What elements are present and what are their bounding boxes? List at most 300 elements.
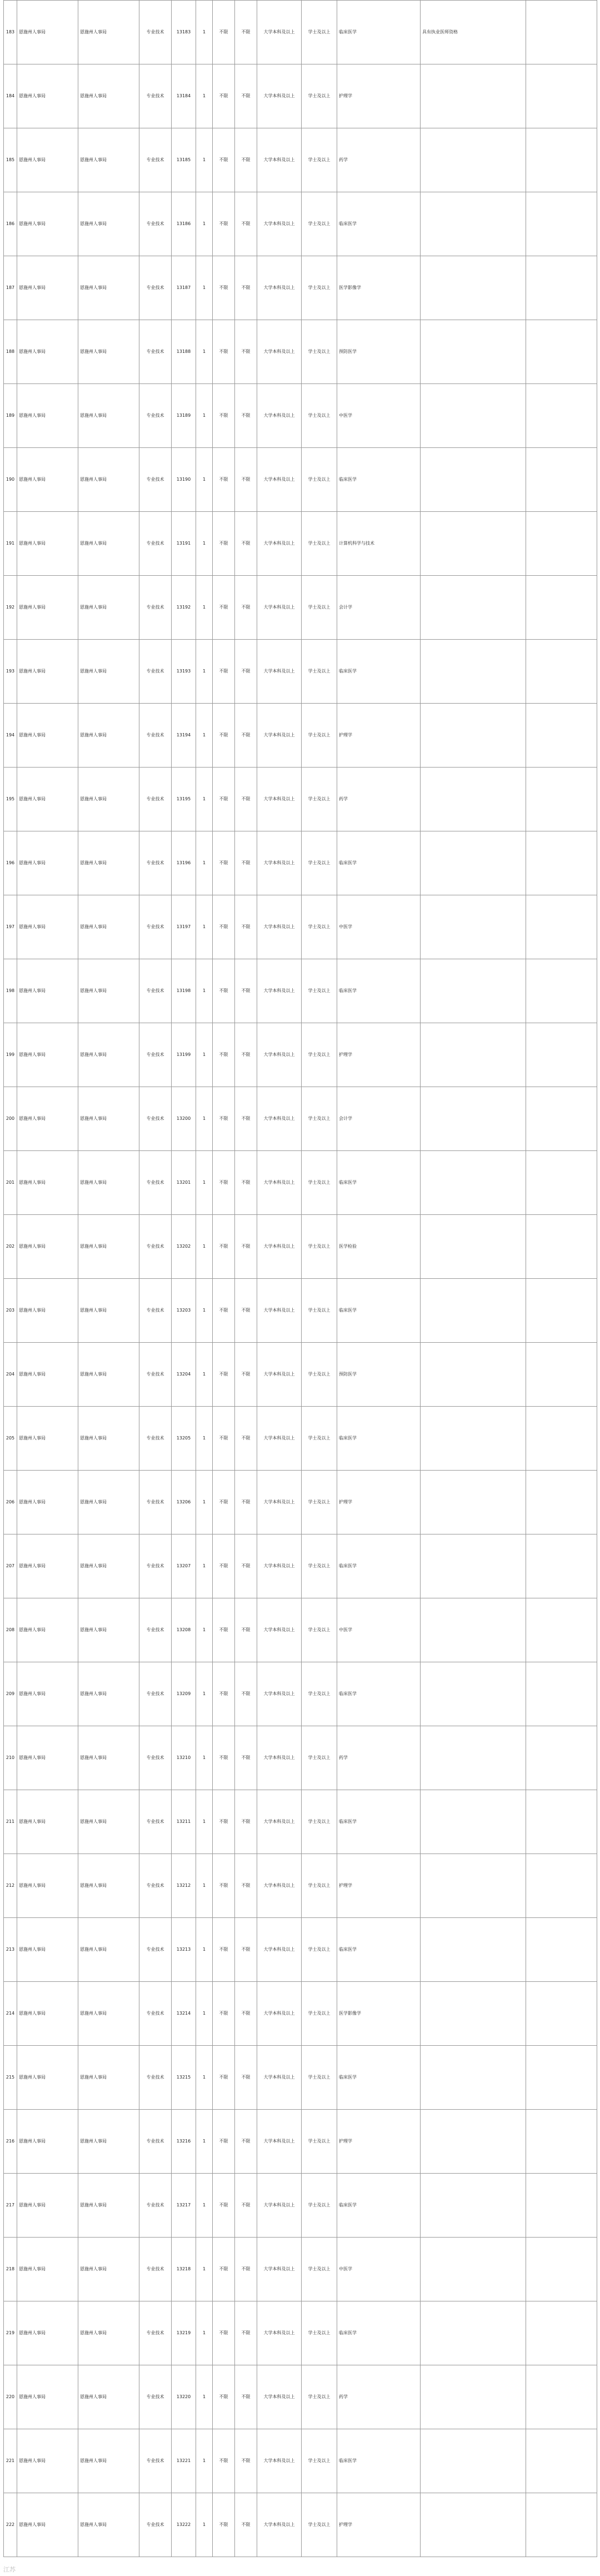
table-cell-other (421, 1790, 526, 1854)
table-row (4, 1279, 597, 1343)
table-cell-note (526, 1726, 597, 1790)
table-cell-edu: 大学本科及以上 (257, 2429, 302, 2493)
table-cell-dept: 恩施州人事局 (17, 1407, 78, 1471)
table-cell-no: 208 (4, 1598, 17, 1662)
table-row (4, 768, 597, 831)
table-cell-req2: 不限 (235, 64, 257, 128)
table-cell-degree: 学士及以上 (302, 256, 337, 320)
table-cell-degree: 学士及以上 (302, 1151, 337, 1215)
table-cell-unit: 恩施州人事局 (78, 2301, 139, 2365)
table-cell-req1: 不限 (213, 1982, 235, 2046)
table-cell-no: 204 (4, 1343, 17, 1407)
table-cell-major: 临床医学 (337, 1790, 421, 1854)
table-cell-major: 临床医学 (337, 640, 421, 704)
table-cell-post: 专业技术 (139, 1407, 172, 1471)
table-cell-count: 1 (196, 1854, 213, 1918)
table-cell-no: 188 (4, 320, 17, 384)
table-cell-req2: 不限 (235, 1726, 257, 1790)
table-cell-degree: 学士及以上 (302, 2301, 337, 2365)
table-cell-other (421, 128, 526, 192)
table-cell-degree: 学士及以上 (302, 1854, 337, 1918)
table-cell-note (526, 2238, 597, 2301)
table-cell-unit: 恩施州人事局 (78, 1151, 139, 1215)
table-cell-post: 专业技术 (139, 384, 172, 448)
table-cell-count: 1 (196, 1087, 213, 1151)
table-cell-degree: 学士及以上 (302, 640, 337, 704)
table-row (4, 1471, 597, 1534)
table-cell-other (421, 64, 526, 128)
table-cell-other (421, 1087, 526, 1151)
table-cell-code: 13188 (172, 320, 196, 384)
table-cell-note (526, 128, 597, 192)
table-cell-other (421, 1407, 526, 1471)
table-cell-unit: 恩施州人事局 (78, 1215, 139, 1279)
table-cell-other (421, 1471, 526, 1534)
table-cell-unit: 恩施州人事局 (78, 512, 139, 576)
table-cell-note (526, 320, 597, 384)
table-cell-count: 1 (196, 1918, 213, 1982)
table-cell-count: 1 (196, 1726, 213, 1790)
table-cell-req1: 不限 (213, 64, 235, 128)
table-row (4, 2110, 597, 2174)
table-cell-post: 专业技术 (139, 1534, 172, 1598)
table-cell-req2: 不限 (235, 576, 257, 640)
table-cell-count: 1 (196, 1343, 213, 1407)
table-cell-no: 183 (4, 1, 17, 64)
table-cell-major: 临床医学 (337, 2046, 421, 2110)
table-cell-other (421, 2429, 526, 2493)
table-cell-req2: 不限 (235, 448, 257, 512)
table-cell-dept: 恩施州人事局 (17, 576, 78, 640)
table-cell-dept: 恩施州人事局 (17, 1790, 78, 1854)
table-cell-other (421, 192, 526, 256)
table-cell-req1: 不限 (213, 1790, 235, 1854)
table-cell-other (421, 959, 526, 1023)
table-cell-dept: 恩施州人事局 (17, 512, 78, 576)
table-cell-degree: 学士及以上 (302, 1598, 337, 1662)
table-cell-no: 186 (4, 192, 17, 256)
table-cell-dept: 恩施州人事局 (17, 2174, 78, 2238)
table-cell-degree: 学士及以上 (302, 1407, 337, 1471)
table-row (4, 1790, 597, 1854)
table-cell-unit: 恩施州人事局 (78, 384, 139, 448)
table-cell-other (421, 1534, 526, 1598)
table-cell-code: 13192 (172, 576, 196, 640)
table-cell-no: 197 (4, 895, 17, 959)
table-cell-req2: 不限 (235, 1471, 257, 1534)
table-cell-note (526, 2493, 597, 2557)
table-cell-no: 198 (4, 959, 17, 1023)
table-cell-post: 专业技术 (139, 2238, 172, 2301)
table-cell-other (421, 256, 526, 320)
table-cell-edu: 大学本科及以上 (257, 128, 302, 192)
table-cell-major: 药学 (337, 768, 421, 831)
table-cell-count: 1 (196, 1790, 213, 1854)
table-cell-dept: 恩施州人事局 (17, 2365, 78, 2429)
table-cell-other (421, 2046, 526, 2110)
table-cell-unit: 恩施州人事局 (78, 128, 139, 192)
table-cell-degree: 学士及以上 (302, 1534, 337, 1598)
table-cell-major: 临床医学 (337, 1407, 421, 1471)
table-cell-other (421, 768, 526, 831)
table-cell-req2: 不限 (235, 2365, 257, 2429)
table-cell-code: 13199 (172, 1023, 196, 1087)
table-cell-degree: 学士及以上 (302, 2493, 337, 2557)
table-cell-code: 13194 (172, 704, 196, 768)
table-cell-unit: 恩施州人事局 (78, 959, 139, 1023)
table-cell-code: 13213 (172, 1918, 196, 1982)
table-cell-req2: 不限 (235, 1982, 257, 2046)
table-cell-unit: 恩施州人事局 (78, 1726, 139, 1790)
table-cell-unit: 恩施州人事局 (78, 895, 139, 959)
table-cell-req2: 不限 (235, 2238, 257, 2301)
table-cell-req1: 不限 (213, 2110, 235, 2174)
table-cell-degree: 学士及以上 (302, 1790, 337, 1854)
table-cell-note (526, 2046, 597, 2110)
table-row (4, 2365, 597, 2429)
table-cell-count: 1 (196, 1534, 213, 1598)
table-cell-other (421, 2493, 526, 2557)
table-cell-edu: 大学本科及以上 (257, 2493, 302, 2557)
table-cell-req2: 不限 (235, 1215, 257, 1279)
table-cell-post: 专业技术 (139, 640, 172, 704)
table-cell-no: 222 (4, 2493, 17, 2557)
table-cell-dept: 恩施州人事局 (17, 640, 78, 704)
table-cell-edu: 大学本科及以上 (257, 448, 302, 512)
table-cell-unit: 恩施州人事局 (78, 1982, 139, 2046)
table-cell-unit: 恩施州人事局 (78, 704, 139, 768)
table-row (4, 959, 597, 1023)
table-row (4, 1854, 597, 1918)
table-cell-count: 1 (196, 1982, 213, 2046)
table-cell-unit: 恩施州人事局 (78, 192, 139, 256)
table-cell-no: 201 (4, 1151, 17, 1215)
table-cell-req2: 不限 (235, 2174, 257, 2238)
table-row (4, 2046, 597, 2110)
table-cell-unit: 恩施州人事局 (78, 448, 139, 512)
table-row (4, 1, 597, 64)
table-cell-note (526, 1534, 597, 1598)
table-cell-req1: 不限 (213, 1, 235, 64)
table-cell-note (526, 192, 597, 256)
table-cell-count: 1 (196, 192, 213, 256)
table-cell-req1: 不限 (213, 640, 235, 704)
table-cell-code: 13214 (172, 1982, 196, 2046)
table-cell-note (526, 1343, 597, 1407)
table-cell-no: 220 (4, 2365, 17, 2429)
table-cell-degree: 学士及以上 (302, 448, 337, 512)
table-cell-req2: 不限 (235, 384, 257, 448)
table-cell-edu: 大学本科及以上 (257, 1982, 302, 2046)
table-cell-req2: 不限 (235, 895, 257, 959)
table-cell-no: 187 (4, 256, 17, 320)
table-row (4, 320, 597, 384)
table-cell-major: 护理学 (337, 1023, 421, 1087)
table-cell-req1: 不限 (213, 1854, 235, 1918)
table-cell-unit: 恩施州人事局 (78, 64, 139, 128)
table-cell-degree: 学士及以上 (302, 831, 337, 895)
table-cell-req1: 不限 (213, 1471, 235, 1534)
table-cell-no: 199 (4, 1023, 17, 1087)
table-cell-other (421, 2365, 526, 2429)
table-cell-dept: 恩施州人事局 (17, 1343, 78, 1407)
table-cell-no: 200 (4, 1087, 17, 1151)
table-cell-edu: 大学本科及以上 (257, 1279, 302, 1343)
table-cell-major: 中医学 (337, 2238, 421, 2301)
table-cell-degree: 学士及以上 (302, 768, 337, 831)
table-cell-other (421, 1662, 526, 1726)
table-cell-unit: 恩施州人事局 (78, 1, 139, 64)
table-cell-post: 专业技术 (139, 1854, 172, 1918)
table-cell-unit: 恩施州人事局 (78, 1918, 139, 1982)
table-cell-edu: 大学本科及以上 (257, 2365, 302, 2429)
table-cell-code: 13209 (172, 1662, 196, 1726)
table-cell-edu: 大学本科及以上 (257, 384, 302, 448)
table-cell-unit: 恩施州人事局 (78, 1854, 139, 1918)
table-cell-major: 护理学 (337, 2493, 421, 2557)
table-cell-post: 专业技术 (139, 512, 172, 576)
table-cell-unit: 恩施州人事局 (78, 1343, 139, 1407)
table-cell-dept: 恩施州人事局 (17, 2238, 78, 2301)
table-row (4, 1215, 597, 1279)
table-cell-code: 13201 (172, 1151, 196, 1215)
table-cell-dept: 恩施州人事局 (17, 2429, 78, 2493)
table-cell-unit: 恩施州人事局 (78, 831, 139, 895)
table-cell-edu: 大学本科及以上 (257, 959, 302, 1023)
table-cell-unit: 恩施州人事局 (78, 1471, 139, 1534)
table-row (4, 2429, 597, 2493)
table-cell-degree: 学士及以上 (302, 1726, 337, 1790)
table-cell-req1: 不限 (213, 128, 235, 192)
table-cell-edu: 大学本科及以上 (257, 64, 302, 128)
table-cell-degree: 学士及以上 (302, 512, 337, 576)
table-cell-major: 临床医学 (337, 1662, 421, 1726)
table-body (4, 1, 597, 2557)
table-cell-post: 专业技术 (139, 831, 172, 895)
table-cell-unit: 恩施州人事局 (78, 1598, 139, 1662)
table-cell-edu: 大学本科及以上 (257, 1343, 302, 1407)
table-cell-no: 196 (4, 831, 17, 895)
table-row (4, 1023, 597, 1087)
table-cell-count: 1 (196, 2493, 213, 2557)
table-cell-other (421, 640, 526, 704)
table-cell-note (526, 1023, 597, 1087)
table-cell-post: 专业技术 (139, 1, 172, 64)
table-cell-edu: 大学本科及以上 (257, 831, 302, 895)
table-cell-other (421, 1151, 526, 1215)
table-cell-dept: 恩施州人事局 (17, 768, 78, 831)
table-cell-major: 临床医学 (337, 1918, 421, 1982)
table-cell-post: 专业技术 (139, 959, 172, 1023)
table-cell-note (526, 959, 597, 1023)
table-cell-other (421, 704, 526, 768)
table-cell-major: 会计学 (337, 1087, 421, 1151)
table-row (4, 256, 597, 320)
table-cell-unit: 恩施州人事局 (78, 2174, 139, 2238)
table-cell-post: 专业技术 (139, 704, 172, 768)
table-cell-degree: 学士及以上 (302, 1343, 337, 1407)
table-cell-post: 专业技术 (139, 1151, 172, 1215)
table-cell-req1: 不限 (213, 1279, 235, 1343)
table-cell-req1: 不限 (213, 576, 235, 640)
table-cell-count: 1 (196, 831, 213, 895)
table-cell-note (526, 640, 597, 704)
table-row (4, 384, 597, 448)
table-cell-note (526, 831, 597, 895)
table-cell-edu: 大学本科及以上 (257, 768, 302, 831)
table-cell-dept: 恩施州人事局 (17, 1662, 78, 1726)
table-cell-code: 13218 (172, 2238, 196, 2301)
table-row (4, 576, 597, 640)
table-cell-major: 计算机科学与技术 (337, 512, 421, 576)
table-cell-dept: 恩施州人事局 (17, 320, 78, 384)
table-cell-other (421, 2174, 526, 2238)
table-cell-req1: 不限 (213, 2429, 235, 2493)
table-cell-major: 护理学 (337, 64, 421, 128)
table-row (4, 2301, 597, 2365)
table-cell-note (526, 64, 597, 128)
table-cell-edu: 大学本科及以上 (257, 1023, 302, 1087)
table-row (4, 128, 597, 192)
table-cell-post: 专业技术 (139, 1790, 172, 1854)
table-cell-major: 临床医学 (337, 2429, 421, 2493)
table-cell-edu: 大学本科及以上 (257, 576, 302, 640)
table-cell-edu: 大学本科及以上 (257, 704, 302, 768)
table-cell-count: 1 (196, 320, 213, 384)
table-cell-no: 203 (4, 1279, 17, 1343)
table-cell-req1: 不限 (213, 895, 235, 959)
table-row (4, 895, 597, 959)
table-cell-degree: 学士及以上 (302, 128, 337, 192)
table-cell-code: 13196 (172, 831, 196, 895)
table-cell-degree: 学士及以上 (302, 2238, 337, 2301)
table-cell-other (421, 2238, 526, 2301)
table-cell-post: 专业技术 (139, 128, 172, 192)
table-cell-req2: 不限 (235, 831, 257, 895)
table-cell-dept: 恩施州人事局 (17, 1151, 78, 1215)
table-cell-edu: 大学本科及以上 (257, 192, 302, 256)
table-cell-post: 专业技术 (139, 1982, 172, 2046)
table-cell-req1: 不限 (213, 192, 235, 256)
table-cell-post: 专业技术 (139, 2110, 172, 2174)
table-cell-post: 专业技术 (139, 768, 172, 831)
table-cell-no: 191 (4, 512, 17, 576)
table-cell-count: 1 (196, 2238, 213, 2301)
table-cell-unit: 恩施州人事局 (78, 2365, 139, 2429)
table-cell-unit: 恩施州人事局 (78, 576, 139, 640)
table-cell-no: 213 (4, 1918, 17, 1982)
table-cell-req2: 不限 (235, 768, 257, 831)
table-cell-post: 专业技术 (139, 576, 172, 640)
table-cell-degree: 学士及以上 (302, 2174, 337, 2238)
table-cell-degree: 学士及以上 (302, 704, 337, 768)
table-cell-other (421, 1598, 526, 1662)
table-cell-req2: 不限 (235, 512, 257, 576)
table-cell-other (421, 2301, 526, 2365)
table-cell-note (526, 2301, 597, 2365)
table-cell-req2: 不限 (235, 1087, 257, 1151)
table-cell-note (526, 1662, 597, 1726)
table-row (4, 192, 597, 256)
table-cell-count: 1 (196, 1407, 213, 1471)
table-cell-other (421, 512, 526, 576)
table-row (4, 1598, 597, 1662)
table-cell-post: 专业技术 (139, 1662, 172, 1726)
table-cell-dept: 恩施州人事局 (17, 1087, 78, 1151)
table-cell-major: 临床医学 (337, 448, 421, 512)
table-cell-code: 13187 (172, 256, 196, 320)
table-cell-count: 1 (196, 512, 213, 576)
table-cell-major: 医学影像学 (337, 1982, 421, 2046)
table-cell-post: 专业技术 (139, 64, 172, 128)
table-cell-post: 专业技术 (139, 1726, 172, 1790)
table-cell-req2: 不限 (235, 1343, 257, 1407)
table-cell-no: 193 (4, 640, 17, 704)
table-cell-code: 13202 (172, 1215, 196, 1279)
table-cell-note (526, 2365, 597, 2429)
table-cell-count: 1 (196, 384, 213, 448)
table-cell-post: 专业技术 (139, 1918, 172, 1982)
table-cell-major: 临床医学 (337, 192, 421, 256)
table-cell-count: 1 (196, 1598, 213, 1662)
table-cell-dept: 恩施州人事局 (17, 64, 78, 128)
table-cell-note (526, 1279, 597, 1343)
table-cell-major: 药学 (337, 2365, 421, 2429)
table-cell-req1: 不限 (213, 1534, 235, 1598)
table-cell-degree: 学士及以上 (302, 2046, 337, 2110)
table-cell-major: 临床医学 (337, 2174, 421, 2238)
table-cell-major: 中医学 (337, 1598, 421, 1662)
table-cell-req1: 不限 (213, 2174, 235, 2238)
table-cell-dept: 恩施州人事局 (17, 831, 78, 895)
table-cell-count: 1 (196, 1151, 213, 1215)
table-cell-unit: 恩施州人事局 (78, 640, 139, 704)
table-cell-edu: 大学本科及以上 (257, 2110, 302, 2174)
table-cell-post: 专业技术 (139, 1087, 172, 1151)
table-row (4, 2493, 597, 2557)
table-cell-other (421, 1279, 526, 1343)
table-cell-degree: 学士及以上 (302, 1471, 337, 1534)
table-cell-other (421, 2110, 526, 2174)
table-cell-no: 207 (4, 1534, 17, 1598)
table-cell-note (526, 1151, 597, 1215)
table-cell-other (421, 1215, 526, 1279)
table-cell-req1: 不限 (213, 2238, 235, 2301)
table-cell-note (526, 1215, 597, 1279)
table-cell-no: 194 (4, 704, 17, 768)
table-cell-req2: 不限 (235, 959, 257, 1023)
table-cell-code: 13193 (172, 640, 196, 704)
table-cell-count: 1 (196, 1023, 213, 1087)
table-cell-edu: 大学本科及以上 (257, 1662, 302, 1726)
table-row (4, 448, 597, 512)
table-cell-req1: 不限 (213, 1215, 235, 1279)
table-cell-post: 专业技术 (139, 192, 172, 256)
table-cell-other (421, 1726, 526, 1790)
table-cell-req2: 不限 (235, 1151, 257, 1215)
table-cell-major: 临床医学 (337, 959, 421, 1023)
table-cell-note (526, 704, 597, 768)
table-cell-count: 1 (196, 1471, 213, 1534)
table-cell-code: 13219 (172, 2301, 196, 2365)
table-cell-code: 13190 (172, 448, 196, 512)
table-cell-dept: 恩施州人事局 (17, 1279, 78, 1343)
table-cell-req1: 不限 (213, 2493, 235, 2557)
table-cell-post: 专业技术 (139, 2365, 172, 2429)
table-cell-no: 195 (4, 768, 17, 831)
table-cell-count: 1 (196, 2174, 213, 2238)
table-cell-post: 专业技术 (139, 1279, 172, 1343)
